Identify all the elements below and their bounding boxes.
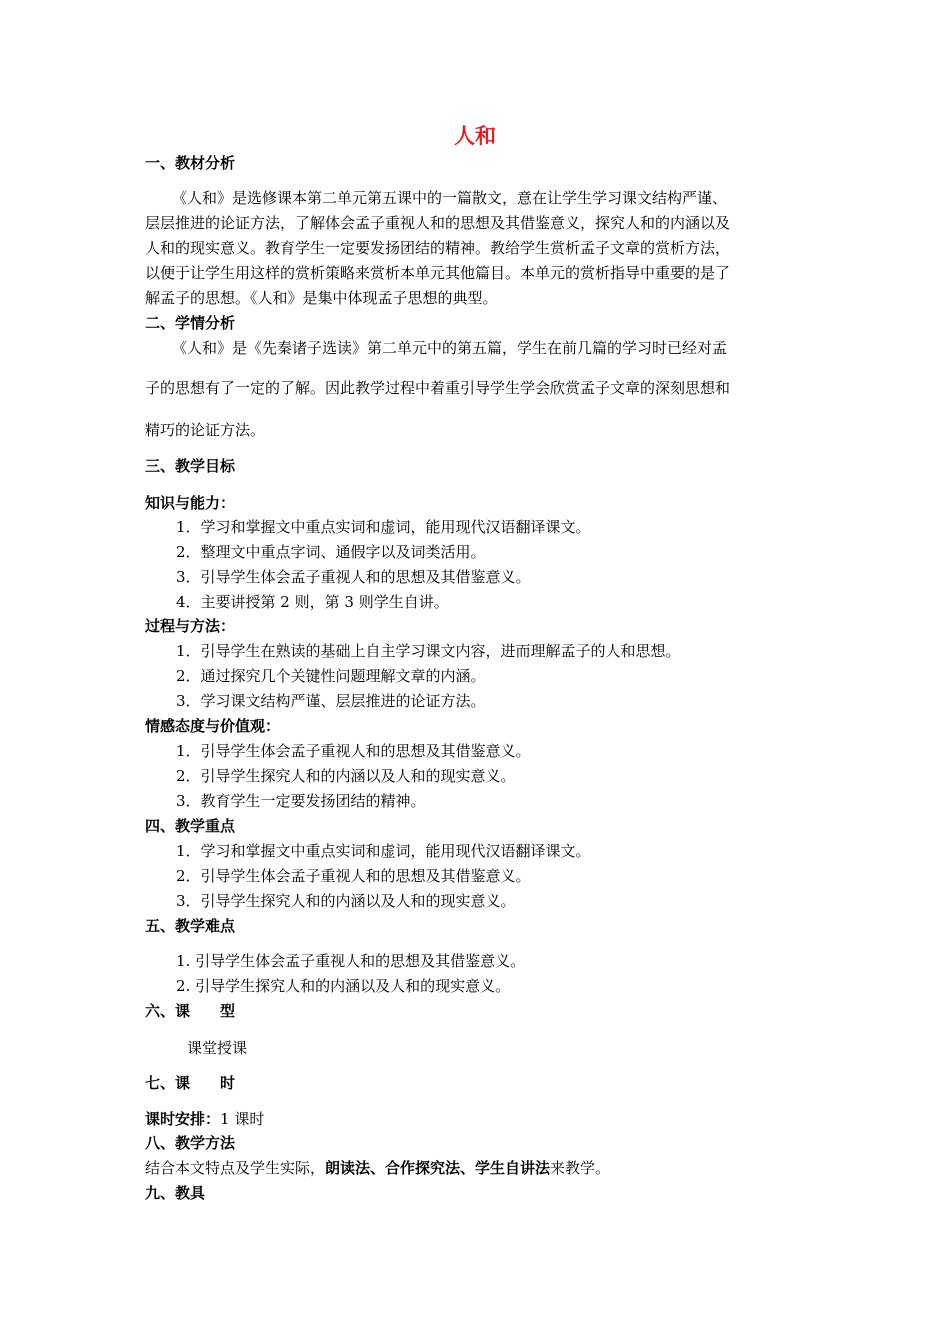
class-hours-label: 课时安排：	[145, 1110, 221, 1128]
paragraph-line: 《人和》是选修课本第二单元第五课中的一篇散文，意在让学生学习课文结构严谨、	[172, 189, 728, 207]
paragraph-line: 《人和》是《先秦诸子选读》第二单元中的第五篇，学生在前几篇的学习时已经对孟	[172, 339, 728, 357]
list-item: 2. 引导学生探究人和的内涵以及人和的现实意义。	[176, 977, 511, 995]
list-item: 3．引导学生体会孟子重视人和的思想及其借鉴意义。	[176, 568, 531, 586]
list-item: 2．通过探究几个关键性问题理解文章的内涵。	[176, 667, 486, 685]
method-bold: 朗读法、合作探究法、学生自讲法	[325, 1159, 551, 1177]
list-item: 1．引导学生体会孟子重视人和的思想及其借鉴意义。	[176, 742, 531, 760]
section-heading-6: 六、课 型	[145, 1002, 236, 1020]
list-item: 2．引导学生探究人和的内涵以及人和的现实意义。	[176, 767, 516, 785]
section-heading-5: 五、教学难点	[145, 917, 236, 935]
list-item: 2．整理文中重点字词、通假字以及词类活用。	[176, 543, 486, 561]
section-heading-3: 三、教学目标	[145, 457, 236, 475]
method-line	[145, 1158, 610, 1178]
paragraph-line: 层层推进的论证方法，了解体会孟子重视人和的思想及其借鉴意义，探究人和的内涵以及	[145, 214, 731, 232]
subheading-emotion: 情感态度与价值观：	[145, 717, 281, 735]
list-item: 1．学习和掌握文中重点实词和虚词，能用现代汉语翻译课文。	[176, 842, 591, 860]
paragraph-line: 以便于让学生用这样的赏析策略来赏析本单元其他篇目。本单元的赏析指导中重要的是了	[145, 264, 731, 282]
list-item: 3．教育学生一定要发扬团结的精神。	[176, 792, 426, 810]
section-heading-1: 一、教材分析	[145, 154, 236, 172]
list-item: 1．学习和掌握文中重点实词和虚词，能用现代汉语翻译课文。	[176, 518, 591, 536]
list-item: 4．主要讲授第 2 则，第 3 则学生自讲。	[176, 593, 449, 611]
subheading-process: 过程与方法：	[145, 617, 236, 635]
list-item: 2．引导学生体会孟子重视人和的思想及其借鉴意义。	[176, 867, 531, 885]
paragraph-line: 子的思想有了一定的了解。因此教学过程中着重引导学生学会欣赏孟子文章的深刻思想和	[145, 379, 731, 397]
section-heading-7: 七、课 时	[145, 1074, 236, 1092]
class-hours-line	[145, 1109, 264, 1129]
list-item: 3．引导学生探究人和的内涵以及人和的现实意义。	[176, 892, 516, 910]
paragraph-line: 精巧的论证方法。	[145, 421, 266, 439]
list-item: 3．学习课文结构严谨、层层推进的论证方法。	[176, 692, 486, 710]
class-hours-value: 1 课时	[220, 1110, 265, 1128]
document-title: 人和	[454, 123, 496, 148]
class-type-value: 课堂授课	[187, 1039, 248, 1057]
paragraph-line: 人和的现实意义。教育学生一定要发扬团结的精神。教给学生赏析孟子文章的赏析方法，	[145, 239, 731, 257]
section-heading-2: 二、学情分析	[145, 314, 236, 332]
method-post: 来教学。	[550, 1159, 611, 1177]
paragraph-line: 解孟子的思想。《人和》是集中体现孟子思想的典型。	[145, 289, 498, 307]
subheading-knowledge: 知识与能力：	[145, 494, 236, 512]
section-heading-9: 九、教具	[145, 1184, 206, 1202]
section-heading-4: 四、教学重点	[145, 817, 236, 835]
list-item: 1．引导学生在熟读的基础上自主学习课文内容，进而理解孟子的人和思想。	[176, 642, 681, 660]
section-heading-8: 八、教学方法	[145, 1134, 236, 1152]
method-pre: 结合本文特点及学生实际，	[145, 1159, 326, 1177]
list-item: 1. 引导学生体会孟子重视人和的思想及其借鉴意义。	[176, 952, 526, 970]
